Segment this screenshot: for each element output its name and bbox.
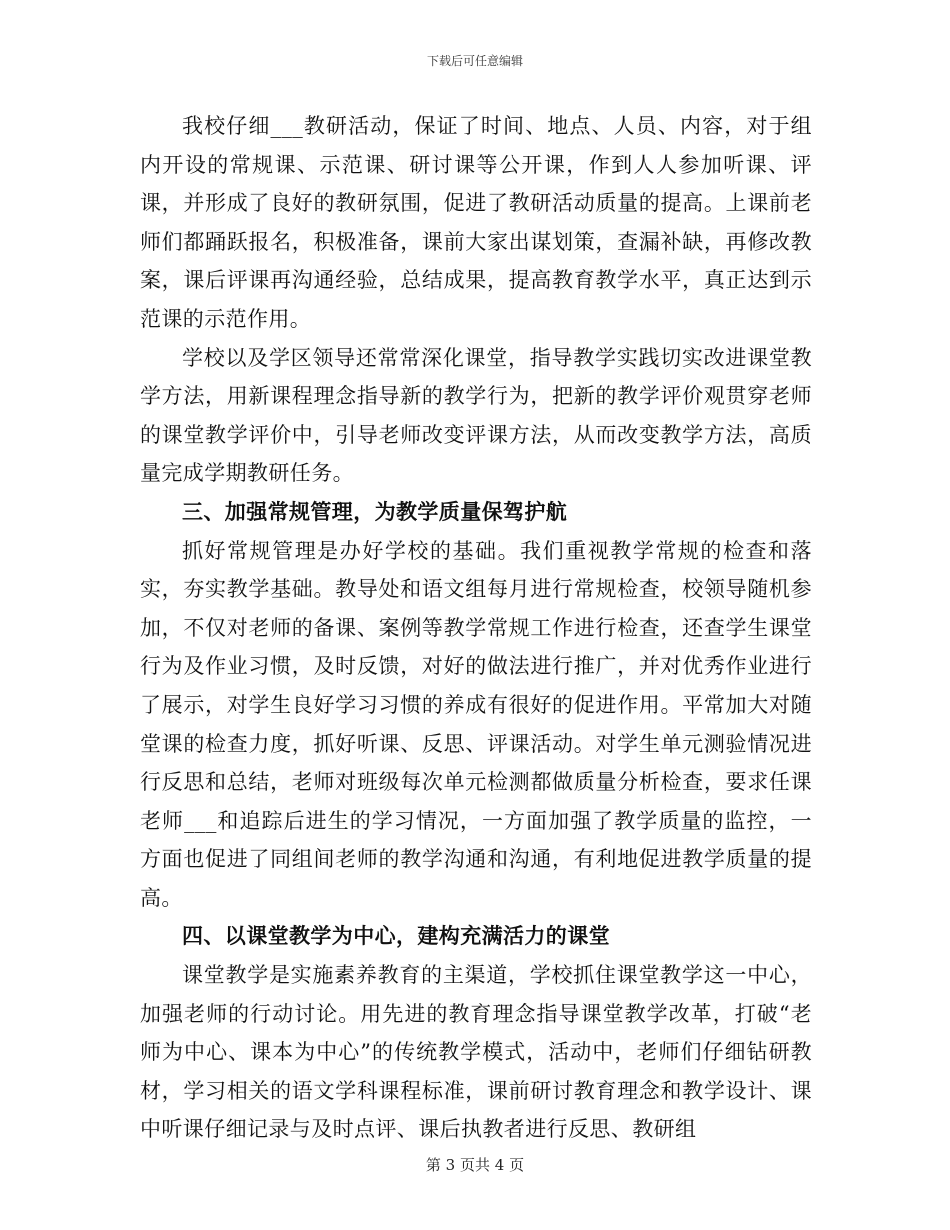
document-body bbox=[140, 107, 812, 1149]
page-footer: 第 3 页共 4 页 bbox=[425, 1156, 525, 1174]
section-heading-routine-management: 三、加强常规管理，为教学质量保驾护航 bbox=[182, 498, 568, 524]
page-header: 下载后可任意编辑 bbox=[426, 54, 523, 68]
paragraph-classroom-teaching: 课堂教学是实施素养教育的主渠道，学校抓住课堂教学这一中心，加强老师的行动讨论。用先进的教育理念指导课堂教学改革，打破“老师为中心、课本为中心”的传统教学模式，活动中，老师们仔细钻研教材，学习相关的语文学科课程标准，课前研讨教育理念和教学设计、课中听课仔细记录与及时点评、课后执教者进行反思、教研组 bbox=[140, 963, 812, 1142]
paragraph-teaching-research: 我校仔细___教研活动，保证了时间、地点、人员、内容，对于组内开设的常规课、示范课、研讨课等公开课，作到人人参加听课、评课，并形成了良好的教研氛围，促进了教研活动质量的提高。上课前老师们都踊跃报名，积极准备，课前大家出谋划策，查漏补缺，再修改教案，课后评课再沟通经验，总结成果，提高教育教学水平，真正达到示范课的示范作用。 bbox=[140, 114, 812, 331]
section-heading-classroom-teaching: 四、以课堂教学为中心，建构充满活力的课堂 bbox=[182, 923, 610, 949]
paragraph-leadership-guidance: 学校以及学区领导还常常深化课堂，指导教学实践切实改进课堂教学方法，用新课程理念指导新的教学行为，把新的教学评价观贯穿老师的课堂教学评价中，引导老师改变评课方法，从而改变教学方法，高质量完成学期教研任务。 bbox=[140, 345, 812, 486]
paragraph-routine-management: 抓好常规管理是办好学校的基础。我们重视教学常规的检查和落实，夯实教学基础。教导处和语文组每月进行常规检查，校领导随机参加，不仅对老师的备课、案例等教学常规工作进行检查，还查学生课堂行为及作业习惯，及时反馈，对好的做法进行推广，并对优秀作业进行了展示，对学生良好学习习惯的养成有很好的促进作用。平常加大对随堂课的检查力度，抓好听课、反思、评课活动。对学生单元测验情况进行反思和总结，老师对班级每次单元检测都做质量分析检查，要求任课老师___和追踪后进生的学习情况，一方面加强了教学质量的监控，一方面也促进了同组间老师的教学沟通和沟通，有利地促进教学质量的提高。 bbox=[140, 538, 812, 910]
